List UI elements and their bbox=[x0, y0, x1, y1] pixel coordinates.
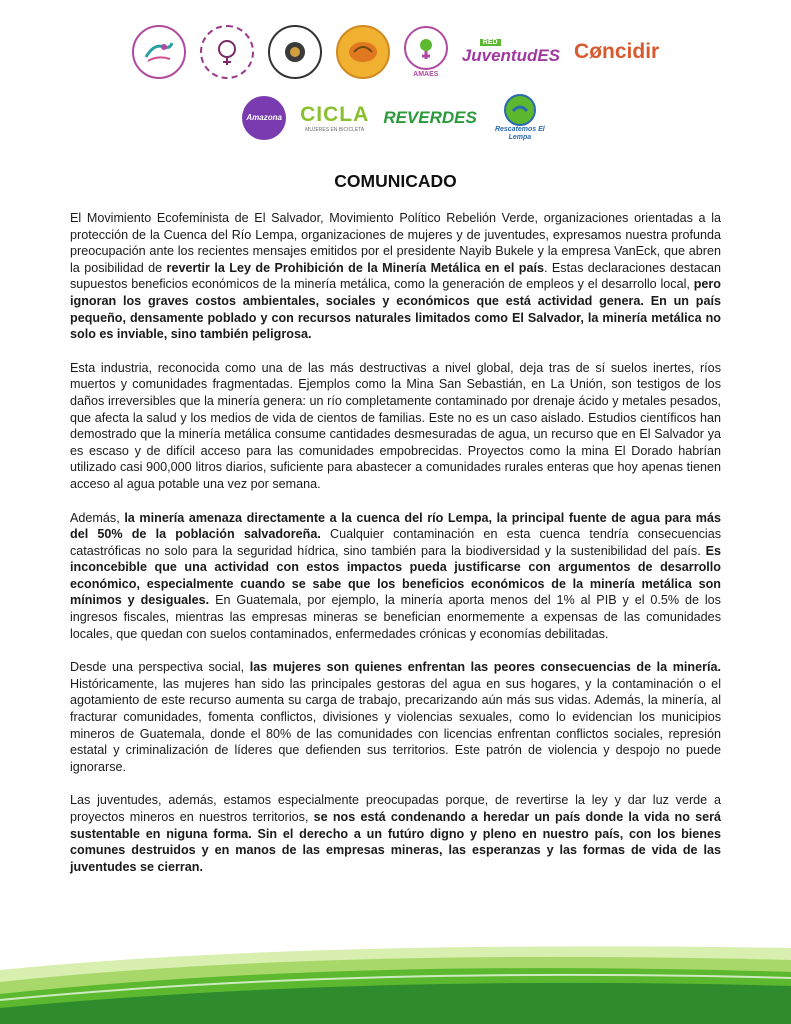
footer-green-swoosh bbox=[0, 930, 791, 1024]
text-run: En Guatemala, por ejemplo, la minería aporta menos del 1% al PIB y el 0.5% de los ingresos fiscales, mientras las empresas mineras se benefician enormemente a expensas de las comunidades locales, que quedan con suelos contaminados, enfermedades crónicas y economías debilitadas. bbox=[70, 593, 721, 641]
juventudes-wordmark: JuventudES bbox=[461, 45, 561, 65]
document-body bbox=[70, 171, 721, 892]
concidir-wordmark: Cøncidir bbox=[574, 40, 660, 63]
text-run-bold: revertir la Ley de Prohibición de la Minería Metálica en el país bbox=[166, 260, 544, 275]
amaes-logo bbox=[404, 26, 448, 78]
paragraph bbox=[70, 792, 721, 875]
logo-row-top bbox=[0, 18, 791, 86]
red-label: RED bbox=[480, 39, 501, 46]
text-run: El Movimiento Ecofeminista de El Salvador, Movimiento Político Rebelión Verde, organizaciones orientadas a la protección de la Cuenca del Río Lempa, organizaciones de mujeres y de juventudes, expresamos nuestra profunda preocupación ante los recientes mensajes emitidos por el presidente Nayib Bukele y la empresa VanEck, que abren la posibilidad de bbox=[70, 211, 721, 275]
text-run: Además, bbox=[70, 510, 125, 525]
paragraph bbox=[70, 210, 721, 343]
amaes-label: AMAES bbox=[413, 71, 439, 78]
text-run: Históricamente, las mujeres han sido las principales gestoras del agua en sus hogares, y la contaminación o el agotamiento de este recurso aumenta su carga de trabajo, precarizando aún más sus vidas. Además, la minería, al fracturar comunidades, fomenta conflictos, divisiones y violencias sexuales, como lo evidencian los municipios mineros de Guatemala, donde el 80% de las comunidades con licencias enfrentan conflictos sociales, represión estatal y criminalización de líderes que defienden sus territorios. Este patrón de violencia y despojo no puede ignorarse. bbox=[70, 676, 721, 774]
reverdes-logo bbox=[383, 108, 477, 128]
text-run: Desde una perspectiva social, bbox=[70, 660, 250, 675]
text-run: Las juventudes, además, estamos especialmente preocupadas porque, de revertirse la ley y dar luz verde a proyectos mineros en nuestros territorios, bbox=[70, 793, 721, 824]
cicla-wordmark: CICLA bbox=[300, 103, 370, 126]
rescatemos-wordmark: Rescatemos El Lempa bbox=[494, 126, 545, 141]
text-run-bold: las mujeres son quienes enfrentan las peores consecuencias de la minería. bbox=[249, 660, 721, 675]
concidir-logo bbox=[574, 40, 659, 64]
paragraph bbox=[70, 510, 721, 643]
cicla-logo bbox=[300, 103, 369, 133]
amazona-wordmark: Amazona bbox=[246, 113, 282, 122]
text-run-bold: se nos está condenando a heredar un país donde la vida no será sustentable en niguna forma. Sin el derecho a un futúro digno y pleno en nuestro país, con los bienes comunes destruidos y en manos de las empresas mineras, las esperanzas y las formas de vida de las juventudes se cierran. bbox=[70, 810, 721, 874]
page-title: COMUNICADO bbox=[334, 171, 457, 191]
text-run-bold: pero ignoran los graves costos ambientales, sociales y económicos que está actividad genera. En un país pequeño, densamente poblado y con recursos naturales limitados como El Salvador, la minería metálica no solo es inviable, sino también peligrosa. bbox=[70, 277, 721, 342]
movimiento-ecofeminista-logo bbox=[132, 25, 186, 79]
text-run: . Estas declaraciones destacan supuestos beneficios económicos de la minería metálica, como la generación de empleos y el desarrollo local, bbox=[70, 260, 721, 292]
text-run: Cualquier contaminación en esta cuenca tendría consecuencias catastróficas no solo para la seguridad hídrica, sino también para la biodiversidad y la sustenibilidad del país. bbox=[70, 527, 721, 558]
rescatemos-lempa-logo bbox=[491, 94, 549, 142]
asociacion-mujeres-logo bbox=[200, 25, 254, 79]
cicla-subtitle: MUJERES EN BICICLETA bbox=[305, 127, 365, 133]
logo-header bbox=[0, 18, 791, 148]
amazona-logo bbox=[242, 96, 286, 140]
text-run: Esta industria, reconocida como una de las más destructivas a nivel global, deja tras de sí suelos inertes, ríos muertos y comunidades fragmentadas. Ejemplos como la Mina San Sebastián, en La Unión, son testigos de los daños irreversibles que la minería genera: un río completamente contaminado por drenaje ácido y metales pesados, que afecta la salud y los medios de vida de cientos de familias. Este no es un caso aislado. Estudios científicos han demostrado que la minería metálica consume cantidades desmesuradas de agua, un recurso que en El Salvador ya es escaso y de difícil acceso para las comunidades empobrecidas. Proyectos como la mina El Dorado habrían utilizado casi 900,000 litros diarios, suficiente para abastecer a comunidades rurales enteras que hoy apenas tienen acceso al agua potable una vez por semana. bbox=[70, 360, 721, 491]
paragraph bbox=[70, 360, 721, 493]
colectiva-mujeres-logo bbox=[268, 25, 322, 79]
mujeres-tierra-logo bbox=[336, 25, 390, 79]
red-juventudes-logo bbox=[462, 39, 560, 66]
text-run-bold: Es inconcebible que una actividad con estos impactos pueda justificarse con argumentos de desarrollo económico, especialmente cuando se sabe que los beneficios económicos de la minería metálica son mínimos y desiguales. bbox=[70, 543, 721, 608]
text-run-bold: la minería amenaza directamente a la cuenca del río Lempa, la principal fuente de agua para más del 50% de la población salvadoreña. bbox=[70, 510, 721, 542]
logo-row-bottom bbox=[0, 88, 791, 148]
paragraph bbox=[70, 659, 721, 775]
reverdes-wordmark: REVERDES bbox=[383, 108, 477, 127]
